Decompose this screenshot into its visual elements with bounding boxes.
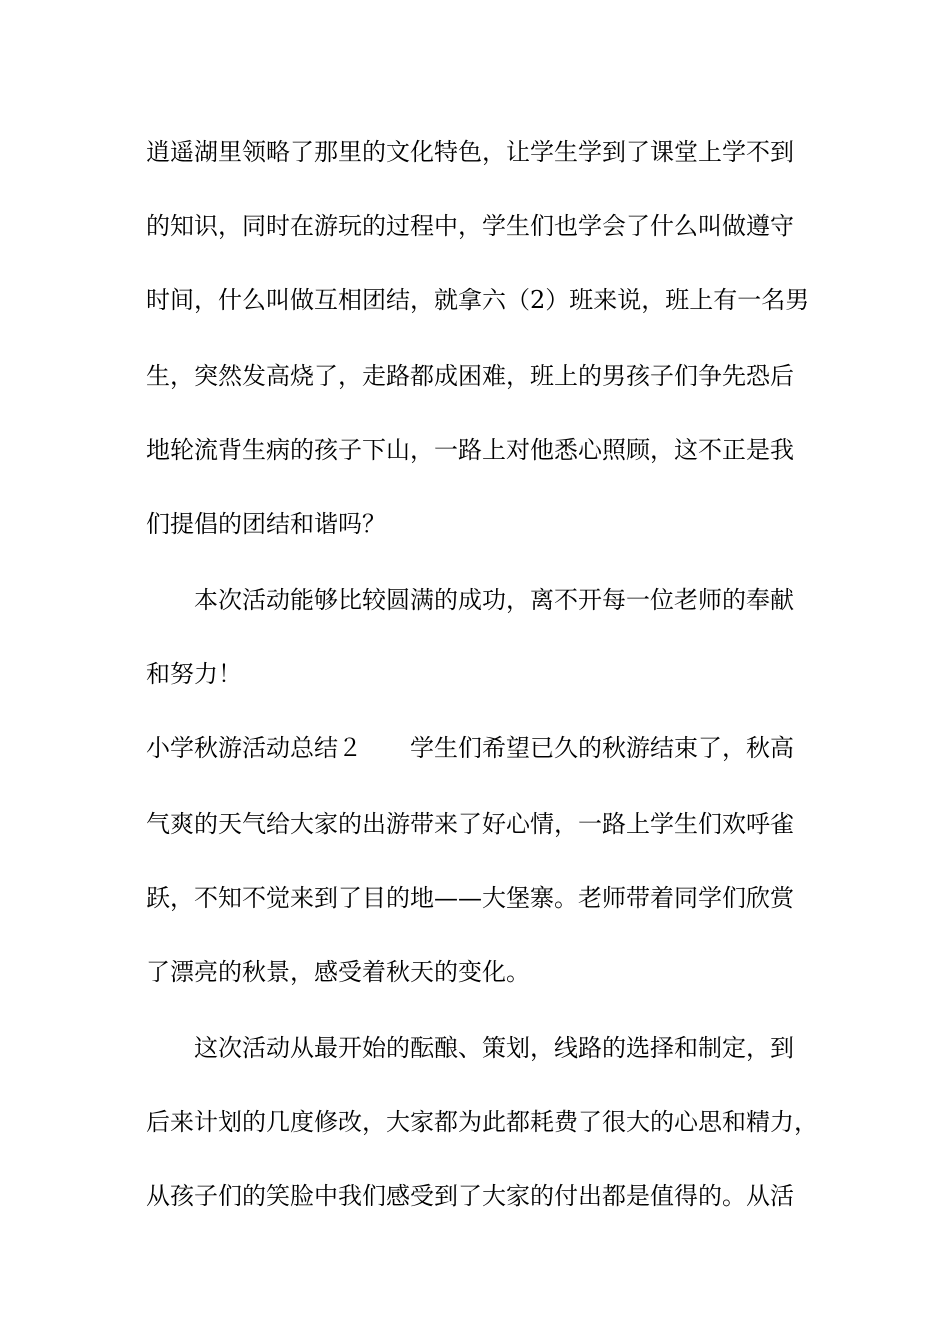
paragraph-line: 后来计划的几度修改，大家都为此都耗费了很大的心思和精力， bbox=[146, 1108, 818, 1136]
paragraph-line: 地轮流背生病的孩子下山，一路上对他悉心照顾，这不正是我 bbox=[146, 436, 794, 464]
section-heading-line bbox=[146, 732, 826, 764]
paragraph-line: 们提倡的团结和谐吗？ bbox=[146, 510, 386, 538]
paragraph-line: 逍遥湖里领略了那里的文化特色，让学生学到了课堂上学不到 bbox=[146, 138, 794, 166]
paragraph-line: 了漂亮的秋景，感受着秋天的变化。 bbox=[146, 958, 530, 986]
paragraph-line: 气爽的天气给大家的出游带来了好心情，一路上学生们欢呼雀 bbox=[146, 810, 794, 838]
paragraph-text: 学生们希望已久的秋游结束了，秋高 bbox=[410, 734, 794, 762]
paragraph-line: 从孩子们的笑脸中我们感受到了大家的付出都是值得的。从活 bbox=[146, 1182, 794, 1210]
paragraph-line: 跃，不知不觉来到了目的地——大堡寨。老师带着同学们欣赏 bbox=[146, 884, 794, 912]
paragraph-line: 的知识，同时在游玩的过程中，学生们也学会了什么叫做遵守 bbox=[146, 212, 794, 240]
paragraph-line: 生，突然发高烧了，走路都成困难，班上的男孩子们争先恐后 bbox=[146, 362, 794, 390]
paragraph-line: 和努力！ bbox=[146, 660, 242, 688]
paragraph-line: 这次活动从最开始的酝酿、策划，线路的选择和制定，到 bbox=[194, 1034, 794, 1062]
paragraph-line: 本次活动能够比较圆满的成功，离不开每一位老师的奉献 bbox=[194, 586, 794, 614]
section-heading: 小学秋游活动总结２ bbox=[146, 734, 362, 762]
paragraph-line: 时间，什么叫做互相团结，就拿六（2）班来说，班上有一名男 bbox=[146, 286, 810, 314]
